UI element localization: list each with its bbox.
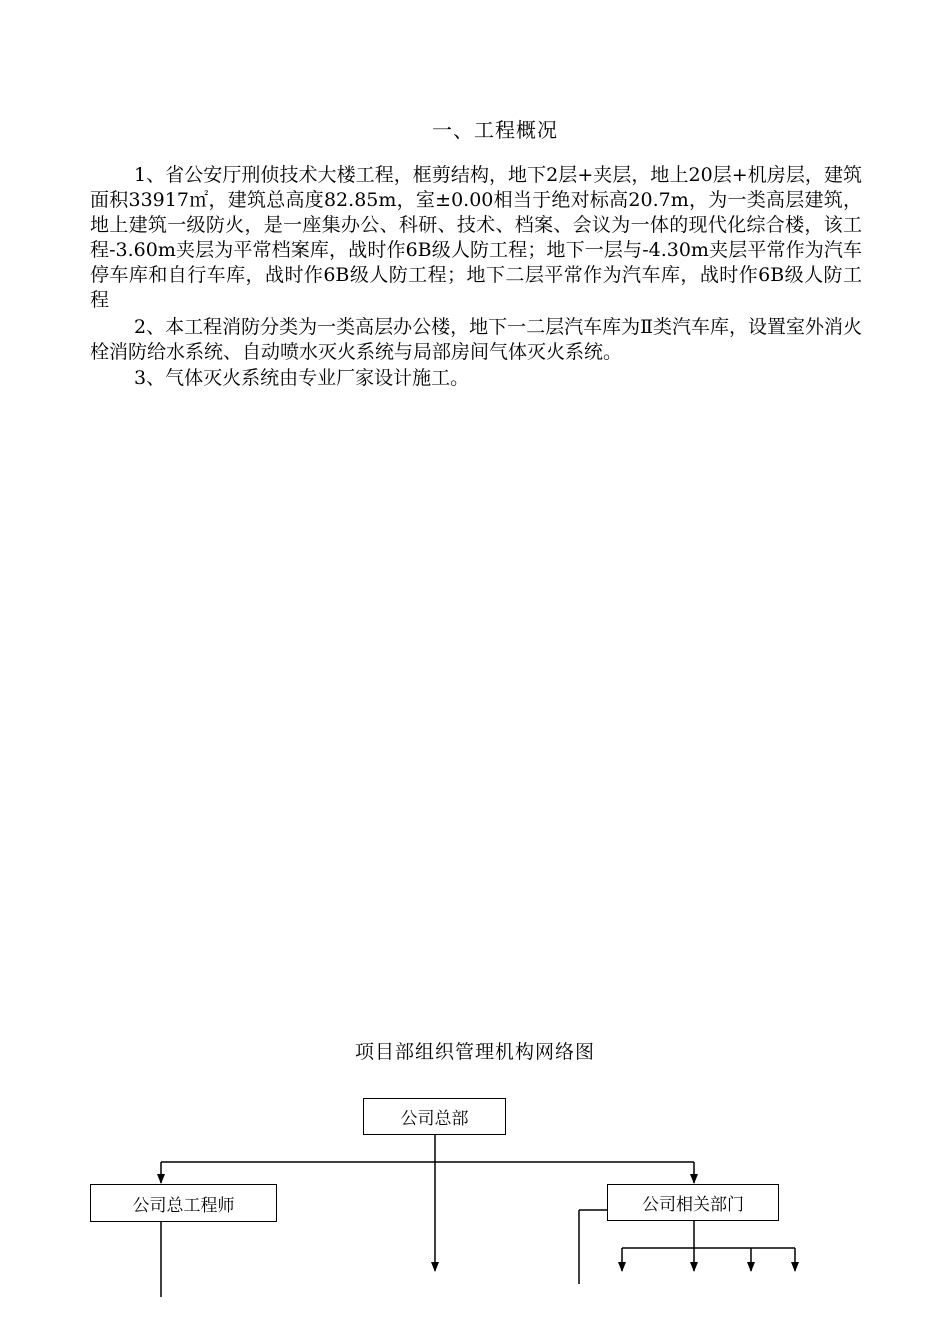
org-chart-title: 项目部组织管理机构网络图 bbox=[354, 1041, 595, 1063]
paragraph-1: 1、省公安厅刑侦技术大楼工程，框剪结构，地下2层+夹层，地上20层+机房层，建筑面积33917㎡，建筑总高度82.85m，室±0.00相当于绝对标高20.7m，为一类高层建筑，地上建筑一级防火，是一座集办公、科研、技术、档案、会议为一体的现代化综合楼，该工程-3.60m夹层为平常档案库，战时作6B级人防工程；地下一层与-4.30m夹层平常作为汽车停车库和自行车库，战时作6B级人防工程；地下二层平常作为汽车库，战时作6B级人防工程 bbox=[90, 164, 862, 311]
section-title: 一、工程概况 bbox=[432, 118, 558, 142]
node-related-departments-label: 公司相关部门 bbox=[642, 1195, 744, 1215]
paragraph-2: 2、本工程消防分类为一类高层办公楼，地下一二层汽车库为Ⅱ类汽车库，设置室外消火栓消防给水系统、自动喷水灭火系统与局部房间气体灭火系统。 bbox=[90, 316, 863, 363]
node-company-hq-label: 公司总部 bbox=[400, 1109, 469, 1129]
paragraph-3: 3、气体灭火系统由专业厂家设计施工。 bbox=[134, 367, 470, 389]
node-company-hq bbox=[363, 1098, 506, 1135]
node-related-departments bbox=[607, 1184, 779, 1221]
node-chief-engineer bbox=[90, 1184, 277, 1222]
node-chief-engineer-label: 公司总工程师 bbox=[132, 1195, 235, 1216]
